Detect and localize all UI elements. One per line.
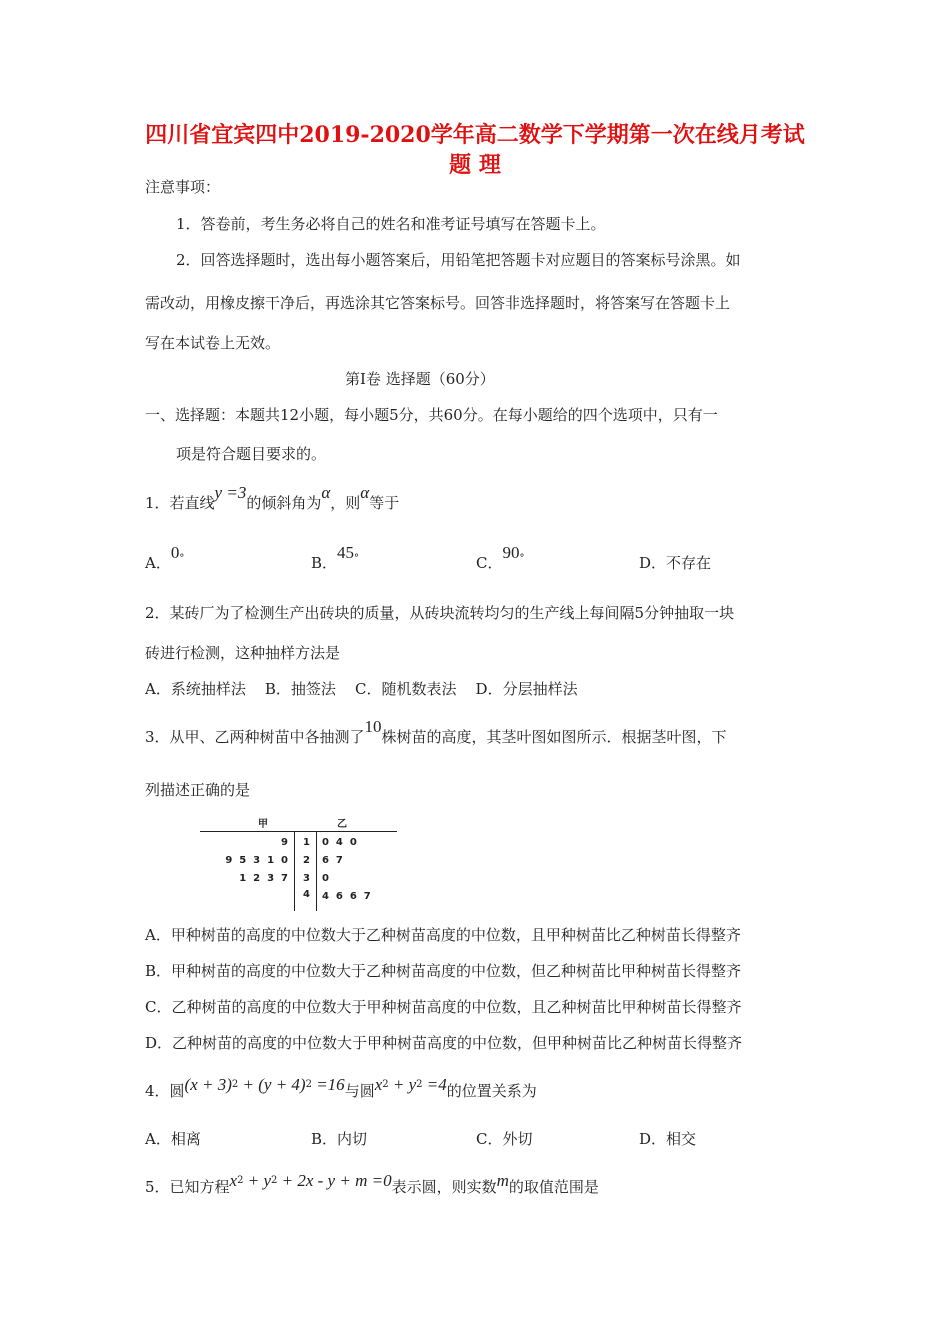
stem-leaf-header-yi: 乙 xyxy=(337,819,347,830)
question-2-line1: 2．某砖厂为了检测生产出砖块的质量，从砖块流转均匀的生产线上每间隔5分钟抽取一块 xyxy=(145,604,735,622)
stem-leaf-stem-row-4: 4 xyxy=(303,889,310,900)
q4-eq1-part3: =16 xyxy=(311,1075,345,1094)
q1-mid: 的倾斜角为 xyxy=(246,494,322,512)
q4-eq2-part1: x xyxy=(374,1075,383,1094)
question-2-line2: 砖进行检测，这种抽样方法是 xyxy=(145,644,341,662)
notice-item-2-line1: 2．回答选择题时，选出每小题答案后，用铅笔把答题卡对应题目的答案标号涂黑。如 xyxy=(176,251,741,269)
q5-m-variable: m xyxy=(496,1171,509,1190)
stem-leaf-header-jia: 甲 xyxy=(258,819,268,830)
question-3-line1 xyxy=(145,717,727,747)
q4-mid: 与圆 xyxy=(344,1082,375,1100)
q1-alpha-2: α xyxy=(360,483,370,502)
q3-option-c: C．乙种树苗的高度的中位数大于甲种树苗高度的中位数，且乙种树苗比甲种树苗长得整齐 xyxy=(145,998,742,1016)
q5-square-1: 2 xyxy=(237,1175,244,1186)
q4-square-2: 2 xyxy=(305,1079,312,1090)
stem-leaf-divider-right xyxy=(316,832,317,911)
q4-square-4: 2 xyxy=(416,1079,423,1090)
q5-mid: 表示圆，则实数 xyxy=(391,1178,497,1196)
q1-option-c-value: 90 xyxy=(502,543,520,562)
q4-option-b: B．内切 xyxy=(311,1130,368,1148)
q4-option-d: D．相交 xyxy=(639,1130,697,1148)
stem-leaf-right-row-1: 0 4 0 xyxy=(322,837,357,848)
q4-option-a: A．相离 xyxy=(145,1130,201,1148)
q5-pre: 5．已知方程 xyxy=(145,1178,230,1196)
question-3-line2: 列描述正确的是 xyxy=(145,781,251,799)
stem-leaf-stem-row-1: 1 xyxy=(303,837,310,848)
stem-leaf-right-row-4: 4 6 6 7 xyxy=(322,891,371,902)
q5-square-2: 2 xyxy=(271,1175,278,1186)
q1-option-a-label: A． xyxy=(145,554,171,572)
exam-title-line2: 题 理 xyxy=(449,152,501,178)
q4-square-1: 2 xyxy=(231,1079,239,1090)
q3-number: 10 xyxy=(364,717,382,736)
q1-mid2: ，则 xyxy=(330,494,361,512)
q4-eq1-part2: + (y + 4) xyxy=(238,1075,306,1094)
degree-sign: ° xyxy=(354,553,360,564)
q3-option-a: A．甲种树苗的高度的中位数大于乙种树苗高度的中位数，且甲种树苗比乙种树苗长得整齐 xyxy=(145,926,741,944)
q1-option-b-label: B． xyxy=(311,554,338,572)
exam-title-line1: 四川省宜宾四中2019-2020学年高二数学下学期第一次在线月考试 xyxy=(145,122,805,148)
degree-sign: ° xyxy=(519,553,525,564)
section1-line2: 项是符合题目要求的。 xyxy=(176,445,327,463)
q4-option-c: C．外切 xyxy=(476,1130,533,1148)
stem-leaf-stem-row-3: 3 xyxy=(303,873,310,884)
stem-leaf-right-row-3: 0 xyxy=(322,873,329,884)
q5-eq-part3: + 2x - y + m =0 xyxy=(277,1171,392,1190)
stem-leaf-left-row-3: 1 2 3 7 xyxy=(239,873,288,884)
question-2-options: A．系统抽样法 B．抽签法 C．随机数表法 D．分层抽样法 xyxy=(145,680,578,698)
q1-option-c-label: C． xyxy=(476,554,503,572)
q5-eq-part1: x xyxy=(229,1171,238,1190)
q5-post: 的取值范围是 xyxy=(508,1178,599,1196)
question-5 xyxy=(145,1171,599,1197)
section1-line1: 一、选择题：本题共12小题，每小题5分，共60分。在每小题给的四个选项中，只有一 xyxy=(145,406,718,424)
q3-pre: 3．从甲、乙两种树苗中各抽测了 xyxy=(145,728,365,746)
q5-eq-part2: + y xyxy=(243,1171,271,1190)
q3-post: 株树苗的高度，其茎叶图如图所示．根据茎叶图，下 xyxy=(381,728,727,746)
stem-leaf-divider-left xyxy=(294,832,295,911)
stem-leaf-right-row-2: 6 7 xyxy=(322,855,343,866)
notice-item-2-line2: 需改动，用橡皮擦干净后，再选涂其它答案标号。回答非选择题时，将答案写在答题卡上 xyxy=(145,294,731,312)
notice-heading: 注意事项： xyxy=(145,178,221,196)
q1-alpha: α xyxy=(321,483,331,502)
q3-option-b: B．甲种树苗的高度的中位数大于乙种树苗高度的中位数，但乙种树苗比甲种树苗长得整齐 xyxy=(145,962,742,980)
notice-item-2-line3: 写在本试卷上无效。 xyxy=(145,334,281,352)
q1-equation: y =3 xyxy=(214,483,247,502)
q1-post: 等于 xyxy=(369,494,400,512)
q1-option-a xyxy=(145,543,185,573)
degree-sign: ° xyxy=(179,553,185,564)
q4-square-3: 2 xyxy=(382,1079,389,1090)
q4-eq1-part1: (x + 3) xyxy=(184,1075,232,1094)
q4-pre: 4．圆 xyxy=(145,1082,185,1100)
q1-option-b-value: 45 xyxy=(337,543,355,562)
stem-leaf-left-row-2: 9 5 3 1 0 xyxy=(225,855,288,866)
stem-leaf-header-rule xyxy=(200,831,397,832)
question-1 xyxy=(145,483,400,513)
q1-pre: 1．若直线 xyxy=(145,494,215,512)
question-4 xyxy=(145,1075,537,1101)
q1-option-a-value: 0 xyxy=(170,543,180,562)
q1-option-d: D．不存在 xyxy=(639,554,712,572)
notice-item-1: 1．答卷前，考生务必将自己的姓名和准考证号填写在答题卡上。 xyxy=(176,215,606,233)
q4-eq2-part3: =4 xyxy=(422,1075,447,1094)
q3-option-d: D．乙种树苗的高度的中位数大于甲种树苗高度的中位数，但甲种树苗比乙种树苗长得整齐 xyxy=(145,1034,743,1052)
stem-leaf-left-row-1: 9 xyxy=(281,837,288,848)
q4-post: 的位置关系为 xyxy=(446,1082,537,1100)
stem-leaf-stem-row-2: 2 xyxy=(303,855,310,866)
part1-heading: 第Ⅰ卷 选择题（60分） xyxy=(345,370,495,388)
q1-option-b xyxy=(311,543,360,573)
q1-option-c xyxy=(476,543,525,573)
q4-eq2-part2: + y xyxy=(388,1075,417,1094)
